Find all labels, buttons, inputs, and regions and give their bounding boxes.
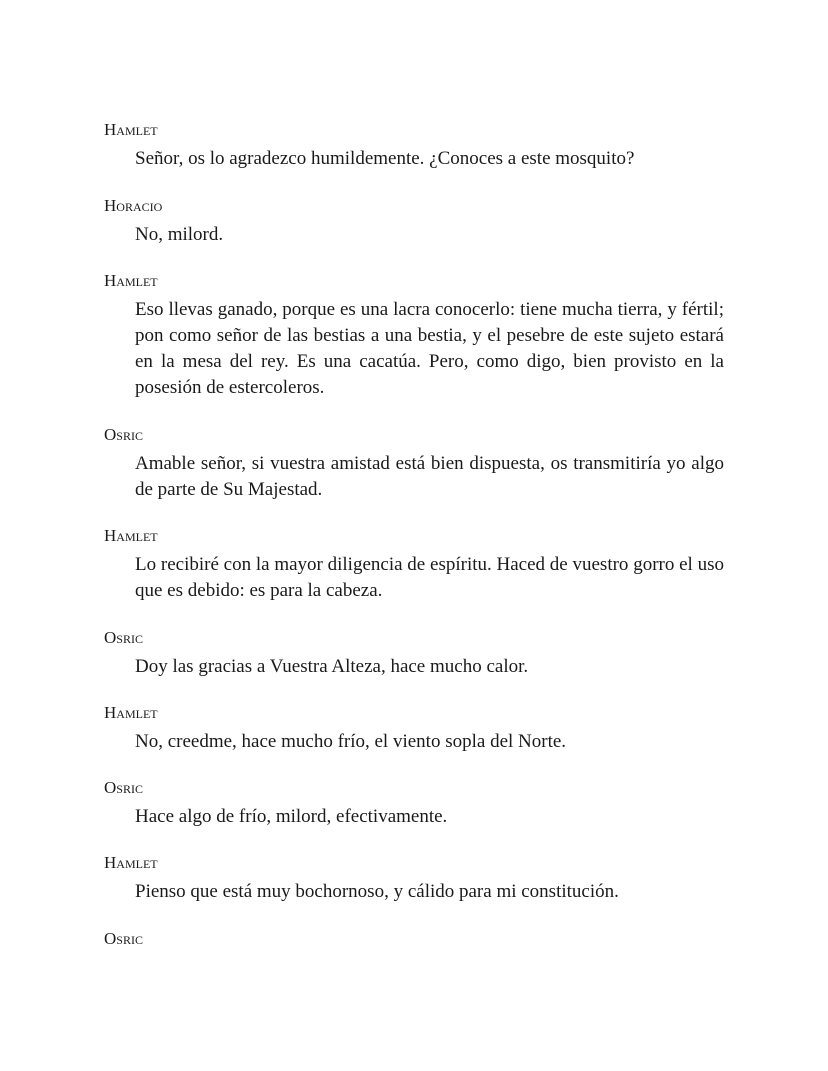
speaker-name: Osric	[104, 628, 143, 647]
speech-text: Señor, os lo agradezco humildemente. ¿Conoces a este mosquito?	[135, 148, 635, 169]
dialogue-block	[104, 271, 724, 401]
speaker-name: Horacio	[104, 196, 163, 215]
speaker-name: Osric	[104, 929, 143, 948]
speech-text: Pienso que está muy bochornoso, y cálido para mi constitución.	[135, 881, 619, 902]
speech-text: Lo recibiré con la mayor diligencia de espíritu. Haced de vuestro gorro el uso que es debido: es para la cabeza.	[135, 554, 724, 601]
speech-text: No, creedme, hace mucho frío, el viento sopla del Norte.	[135, 731, 567, 752]
speech-text: Hace algo de frío, milord, efectivamente.	[135, 806, 448, 827]
speaker-name: Osric	[104, 778, 143, 797]
speaker-name: Hamlet	[104, 703, 158, 722]
speech-text: No, milord.	[135, 224, 224, 245]
dialogue-block	[104, 703, 724, 755]
dialogue-block	[104, 526, 724, 604]
dialogue-block	[104, 120, 724, 172]
dialogue-block	[104, 425, 724, 503]
dialogue-block	[104, 929, 724, 949]
speaker-name: Hamlet	[104, 853, 158, 872]
speech-text: Doy las gracias a Vuestra Alteza, hace mucho calor.	[135, 656, 529, 677]
speaker-name: Hamlet	[104, 271, 158, 290]
dialogue-block	[104, 628, 724, 680]
dialogue-block	[104, 778, 724, 830]
speech-text: Amable señor, si vuestra amistad está bien dispuesta, os transmitiría yo algo de parte de Su Majestad.	[135, 453, 724, 500]
dialogue-block	[104, 853, 724, 905]
speaker-name: Hamlet	[104, 120, 158, 139]
dialogue-block	[104, 196, 724, 248]
speech-text: Eso llevas ganado, porque es una lacra conocerlo: tiene mucha tierra, y fértil; pon como señor de las bestias a una bestia, y el pesebre de este sujeto estará en la mesa del rey. Es una cacatúa. Pero, como digo, bien provisto en la posesión de estercoleros.	[135, 299, 724, 398]
speaker-name: Hamlet	[104, 526, 158, 545]
speaker-name: Osric	[104, 425, 143, 444]
